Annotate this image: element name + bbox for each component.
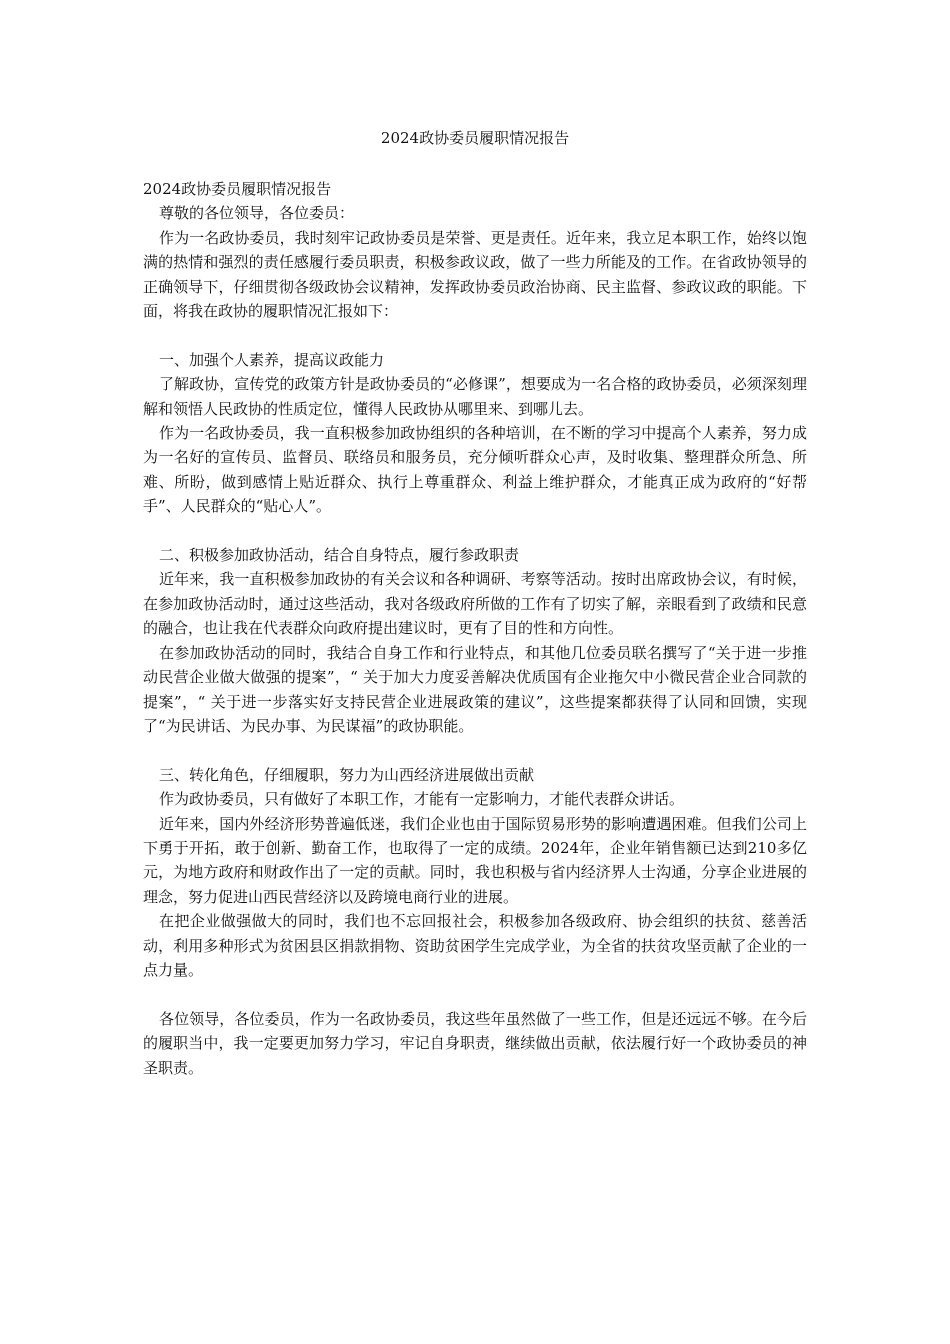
document-subtitle: 2024政协委员履职情况报告: [143, 180, 332, 198]
greeting: 尊敬的各位领导，各位委员：: [159, 204, 355, 223]
section-3-paragraph-2: 近年来，国内外经济形势普遍低迷，我们企业也由于国际贸易形势的影响遭遇困难。但我们公司上下勇于开拓，敢于创新、勤奋工作，也取得了一定的成绩。2024年，企业年销售额已达到210多亿元，为地方政府和财政作出了一定的贡献。同时，我也积极与省内经济界人士沟通，分享企业进展的理念，努力促进山西民营经济以及跨境电商行业的进展。: [143, 814, 807, 906]
section-2-paragraph-1: 近年来，我一直积极参加政协的有关会议和各种调研、考察等活动。按时出席政协会议，有时候，在参加政协活动时，通过这些活动，我对各级政府所做的工作有了切实了解，亲眼看到了政绩和民意的融合，也让我在代表群众向政府提出建议时，更有了目的性和方向性。: [143, 570, 807, 638]
section-heading-1: 一、加强个人素养，提高议政能力: [159, 350, 385, 369]
spacer: [143, 738, 807, 762]
document-body: [143, 177, 807, 1080]
spacer: [143, 519, 807, 543]
section-1-paragraph-1: 了解政协，宣传党的政策方针是政协委员的“必修课”，想要成为一名合格的政协委员，必须深刻理解和领悟人民政协的性质定位，懂得人民政协从哪里来、到哪儿去。: [143, 375, 807, 418]
section-3-paragraph-3: 在把企业做强做大的同时，我们也不忘回报社会，积极参加各级政府、协会组织的扶贫、慈善活动，利用多种形式为贫困县区捐款捐物、资助贫困学生完成学业，为全省的扶贫攻坚贡献了企业的一点力量。: [143, 912, 807, 979]
section-3-paragraph-1: 作为政协委员，只有做好了本职工作，才能有一定影响力，才能代表群众讲话。: [159, 790, 685, 809]
section-2-paragraph-2: 在参加政协活动的同时，我结合自身工作和行业特点，和其他几位委员联名撰写了“关于进一步推动民营企业做大做强的提案”，“ 关于加大力度妥善解决优质国有企业拖欠中小微民营企业合同款的提案”，“ 关于进一步落实好支持民营企业进展政策的建议”，这些提案都获得了认同和回馈，实现了“为民讲话、为民办事、为民谋福”的政协职能。: [143, 643, 807, 735]
section-heading-2: 二、积极参加政协活动，结合自身特点，履行参政职责: [159, 546, 520, 565]
spacer: [143, 323, 807, 347]
document-title: 2024政协委员履职情况报告: [380, 129, 570, 147]
closing-paragraph: 各位领导，各位委员，作为一名政协委员，我这些年虽然做了一些工作，但是还远远不够。在今后的履职当中，我一定要更加努力学习，牢记自身职责，继续做出贡献，依法履行好一个政协委员的神圣职责。: [143, 1009, 807, 1077]
intro-paragraph: 作为一名政协委员，我时刻牢记政协委员是荣誉、更是责任。近年来，我立足本职工作，始终以饱满的热情和强烈的责任感履行委员职责，积极参政议政，做了一些力所能及的工作。在省政协领导的正确领导下，仔细贯彻各级政协会议精神，发挥政协委员政治协商、民主监督、参政议政的职能。下面，将我在政协的履职情况汇报如下：: [143, 228, 807, 321]
section-1-paragraph-2: 作为一名政协委员，我一直积极参加政协组织的各种培训，在不断的学习中提高个人素养，努力成为一名好的宣传员、监督员、联络员和服务员，充分倾听群众心声，及时收集、整理群众所急、所难、所盼，做到感情上贴近群众、执行上尊重群众、利益上维护群众，才能真正成为政府的“好帮手”、人民群众的“贴心人”。: [143, 424, 807, 516]
spacer: [143, 982, 807, 1006]
section-heading-3: 三、转化角色，仔细履职，努力为山西经济进展做出贡献: [159, 765, 535, 784]
